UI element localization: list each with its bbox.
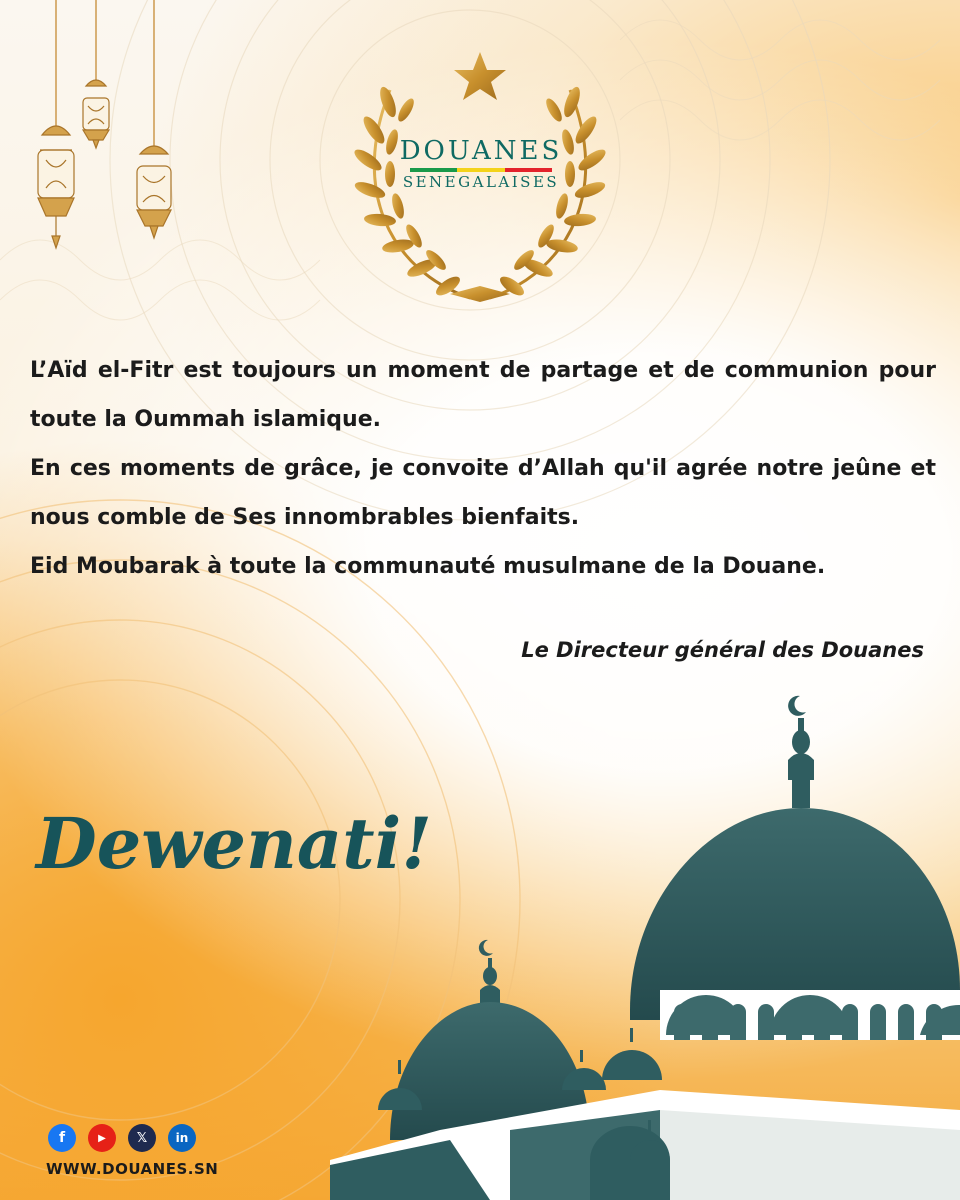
- flag-green: [410, 168, 457, 172]
- mosque-silhouette-icon: [330, 690, 960, 1200]
- facebook-icon[interactable]: f: [48, 1124, 76, 1152]
- website-link[interactable]: WWW.DOUANES.SN: [46, 1160, 219, 1178]
- message-paragraph-3: Eid Moubarak à toute la communauté musulmane de la Douane.: [30, 554, 826, 579]
- logo-subtitle: SENEGALAISES: [402, 173, 560, 191]
- flag-red: [505, 168, 552, 172]
- youtube-icon[interactable]: ▶: [88, 1124, 116, 1152]
- hanging-lanterns-icon: [20, 0, 190, 260]
- logo-title: DOUANES: [399, 136, 563, 166]
- social-links: [48, 1124, 196, 1152]
- greeting-title: Dewenati!: [36, 802, 432, 885]
- linkedin-icon[interactable]: in: [168, 1124, 196, 1152]
- message-paragraph-1: L’Aïd el-Fitr est toujours un moment de partage et de communion pour toute la Oummah islamique.: [30, 358, 936, 432]
- x-icon[interactable]: 𝕏: [128, 1124, 156, 1152]
- flag-yellow: [457, 168, 504, 172]
- message-paragraph-2: En ces moments de grâce, je convoite d’Allah qu'il agrée notre jeûne et nous comble de Ses innombrables bienfaits.: [30, 456, 936, 530]
- signature: Le Directeur général des Douanes: [521, 638, 924, 662]
- greeting-message: [30, 346, 936, 591]
- logo-flag-stripe: [410, 168, 552, 172]
